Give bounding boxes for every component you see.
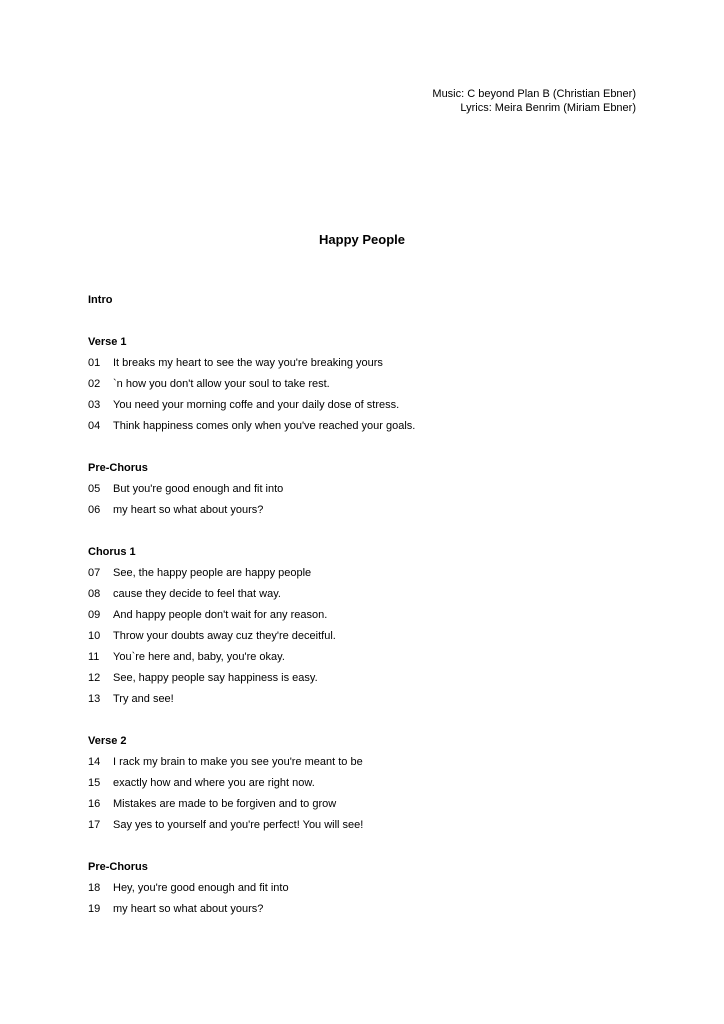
line-text: Say yes to yourself and you're perfect! You will see! [113, 819, 364, 831]
line-number: 03 [88, 399, 101, 411]
line-text: my heart so what about yours? [113, 903, 264, 915]
lyric-line [88, 878, 648, 899]
lyrics-section [88, 542, 648, 710]
lyrics-body [88, 290, 648, 941]
lyric-line [88, 563, 648, 584]
line-text: Throw your doubts away cuz they're deceitful. [113, 630, 336, 642]
line-number: 01 [88, 357, 101, 369]
line-text: You need your morning coffe and your daily dose of stress. [113, 399, 400, 411]
lyric-line [88, 584, 648, 605]
line-text: But you're good enough and fit into [113, 483, 284, 495]
lyrics-section [88, 332, 648, 437]
line-text: I rack my brain to make you see you're meant to be [113, 756, 363, 768]
line-number: 17 [88, 819, 101, 831]
line-text: Think happiness comes only when you've reached your goals. [113, 420, 416, 432]
line-number: 07 [88, 567, 101, 579]
line-number: 04 [88, 420, 101, 432]
lyric-line [88, 689, 648, 710]
lyric-line [88, 794, 648, 815]
line-number: 09 [88, 609, 101, 621]
lyric-line [88, 500, 648, 521]
line-text: You`re here and, baby, you're okay. [113, 651, 285, 663]
lyric-line [88, 479, 648, 500]
line-number: 14 [88, 756, 101, 768]
line-text: See, the happy people are happy people [113, 567, 312, 579]
section-heading: Verse 1 [88, 336, 127, 348]
line-number: 08 [88, 588, 101, 600]
lyrics-section [88, 731, 648, 836]
line-text: It breaks my heart to see the way you're breaking yours [113, 357, 383, 369]
credits-block [432, 87, 636, 115]
section-heading-intro: Intro [88, 294, 113, 306]
line-text: exactly how and where you are right now. [113, 777, 315, 789]
lyrics-section [88, 458, 648, 521]
line-number: 18 [88, 882, 101, 894]
lyrics-credit: Lyrics: Meira Benrim (Miriam Ebner) [460, 102, 636, 114]
lyric-line [88, 353, 648, 374]
line-number: 02 [88, 378, 101, 390]
line-text: And happy people don't wait for any reason. [113, 609, 328, 621]
lyrics-section [88, 857, 648, 920]
line-number: 16 [88, 798, 101, 810]
line-number: 10 [88, 630, 101, 642]
line-number: 13 [88, 693, 101, 705]
section-heading: Pre-Chorus [88, 861, 148, 873]
line-number: 05 [88, 483, 101, 495]
lyric-line [88, 395, 648, 416]
line-text: my heart so what about yours? [113, 504, 264, 516]
lyric-line [88, 647, 648, 668]
line-text: cause they decide to feel that way. [113, 588, 281, 600]
line-text: See, happy people say happiness is easy. [113, 672, 318, 684]
lyric-line [88, 374, 648, 395]
music-credit: Music: C beyond Plan B (Christian Ebner) [432, 88, 636, 100]
song-title: Happy People [319, 232, 405, 247]
lyrics-sections [88, 332, 648, 920]
line-number: 15 [88, 777, 101, 789]
lyric-line [88, 815, 648, 836]
line-text: Mistakes are made to be forgiven and to grow [113, 798, 337, 810]
lyric-line [88, 626, 648, 647]
lyric-line [88, 668, 648, 689]
section-heading: Pre-Chorus [88, 462, 148, 474]
line-text: `n how you don't allow your soul to take rest. [113, 378, 330, 390]
section-heading: Chorus 1 [88, 546, 136, 558]
line-number: 12 [88, 672, 101, 684]
lyric-line [88, 773, 648, 794]
line-text: Hey, you're good enough and fit into [113, 882, 289, 894]
lyric-line [88, 752, 648, 773]
line-number: 11 [88, 651, 100, 663]
line-number: 19 [88, 903, 101, 915]
section-heading: Verse 2 [88, 735, 127, 747]
lyric-line [88, 899, 648, 920]
lyric-line [88, 605, 648, 626]
line-text: Try and see! [113, 693, 174, 705]
line-number: 06 [88, 504, 101, 516]
lyric-line [88, 416, 648, 437]
